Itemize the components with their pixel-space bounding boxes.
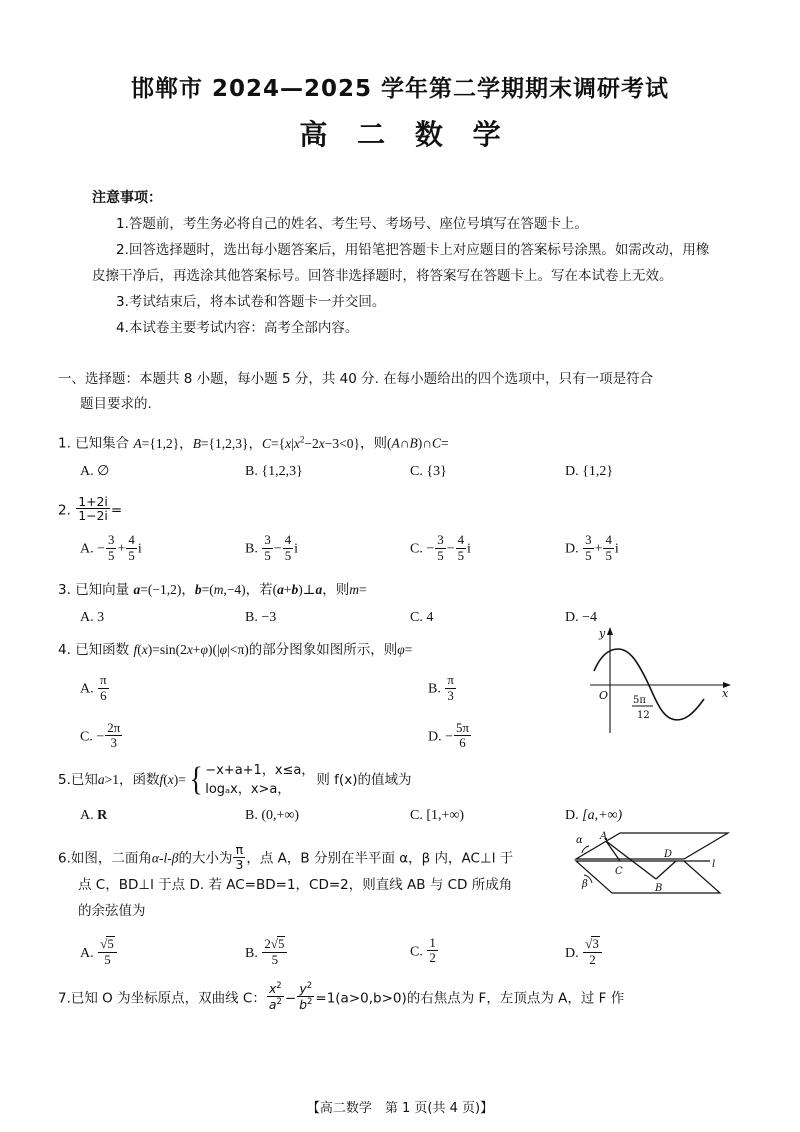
option-sign-1: − [426, 542, 435, 558]
option-label: D. [565, 610, 579, 626]
question-4-stem-suffix: 的部分图象如图所示，则 [248, 642, 398, 659]
numerator: √5 [98, 936, 117, 953]
notice-item-1: 1.答题前，考生务必将自己的姓名、考生号、考场号、座位号填写在答题卡上。 [116, 216, 588, 232]
question-3-number: 3. [58, 582, 71, 599]
option-sign-2: + [117, 542, 126, 558]
denominator: 6 [100, 688, 107, 703]
denominator: 3 [235, 857, 244, 873]
option-label: C. [410, 542, 423, 558]
tick-denominator: 12 [637, 710, 650, 722]
denominator: 5 [437, 548, 444, 563]
numerator: 3 [108, 533, 115, 548]
fraction [454, 721, 471, 751]
question-5-option-a[interactable] [58, 805, 245, 827]
option-text: −3 [261, 610, 277, 626]
label-C: C [615, 866, 623, 878]
questions-container [0, 367, 800, 1012]
question-1-option-a[interactable] [58, 461, 245, 483]
angle-fraction [233, 843, 245, 872]
question-6-line2: 点 C，BD⊥l 于点 D. 若 AC=BD=1，CD=2，则直线 AB 与 CD 所成角 [78, 876, 513, 893]
option-sign-1: − [97, 542, 106, 558]
question-3-option-c[interactable] [410, 607, 565, 629]
question-1-options [58, 461, 742, 483]
question-6-line3: 的余弦值为 [78, 902, 146, 919]
section-heading [58, 367, 742, 417]
origin-label: O [599, 689, 609, 703]
question-1 [58, 426, 742, 483]
fraction [262, 936, 287, 967]
question-4-option-c[interactable] [58, 721, 428, 751]
left-brace-glyph: { [189, 761, 203, 799]
numerator: 4 [284, 533, 292, 548]
question-7 [58, 981, 742, 1012]
option-label: D. [428, 729, 442, 745]
notice-item-4: 4.本试卷主要考试内容：高考全部内容。 [116, 320, 359, 336]
notice-block [0, 185, 800, 341]
question-5-stem: 5.已知a>1，函数f(x)= { −x+a+1，x≤a， logₐx，x>a， 则 f(x)的值域为 [58, 761, 412, 799]
piecewise-branch-1: −x+a+1，x≤a， [205, 763, 315, 779]
section-heading-line1: 一、选择题：本题共 8 小题，每小题 5 分，共 40 分. 在每小题给出的四个选项中，只有一项是符合 [58, 371, 654, 387]
question-2 [58, 495, 742, 564]
notice-item-2: 2.回答选择题时，选出每小题答案后，用铅笔把答题卡上对应题目的答案标号涂黑。如需改动，用橡皮擦干净后，再选涂其他答案标号。回答非选择题时，将答案写在答题卡上。写在本试卷上无效。 [92, 242, 710, 284]
question-5-options [58, 805, 742, 827]
question-6-options [58, 936, 742, 967]
question-6-option-b[interactable] [245, 936, 410, 967]
option-text: 3 [97, 610, 105, 626]
label-D: D [664, 849, 673, 861]
option-label: A. [80, 945, 94, 961]
question-2-option-d[interactable] [565, 533, 619, 563]
option-sign-2: − [273, 542, 282, 558]
question-5-option-b[interactable] [245, 805, 410, 827]
numerator: π [447, 673, 454, 688]
hyperbola-term-1: $\frac{x^2}{a^2}$ [268, 980, 282, 1013]
option-label: A. [80, 542, 94, 558]
question-6-line1-b: 的大小为 [178, 850, 233, 867]
question-4-option-d[interactable] [428, 721, 472, 751]
question-7-stem-b: =1(a>0,b>0)的右焦点为 F，左顶点为 A，过 F 作 [315, 990, 625, 1007]
question-5 [58, 761, 742, 827]
denominator: 5 [128, 548, 135, 563]
option-text: −4 [582, 610, 598, 626]
numerator: 1 [429, 935, 436, 950]
option-label: C. [410, 610, 423, 626]
question-7-number: 7. [58, 990, 71, 1007]
question-3-stem: 3. 已知向量 a=(−1,2)，b=(m,−4)，若(a+b)⊥a，则m= [58, 582, 367, 599]
option-text: {3} [426, 463, 447, 479]
fraction [445, 673, 456, 703]
fraction [427, 936, 437, 966]
question-1-number: 1. [58, 435, 71, 452]
numerator: √3 [583, 936, 602, 953]
question-6-stem: 6.如图，二面角α-l-β的大小为 $\frac{\pi}{3}$ ，点 A，B 分别在半平面 α，β 内，AC⊥l 于 [58, 842, 514, 873]
question-5-stem-a: 已知 [70, 772, 98, 789]
question-4 [58, 627, 742, 757]
label-A: A [600, 831, 608, 843]
denominator: 2 [589, 952, 596, 967]
denominator: 5 [271, 952, 279, 967]
question-6-number: 6. [58, 850, 71, 867]
numerator: 2√5 [262, 936, 287, 953]
question-4-option-a[interactable] [58, 673, 428, 703]
fraction [283, 533, 293, 563]
option-label: A. [80, 681, 94, 697]
notice-title: 注意事项： [92, 190, 162, 206]
numerator: 3 [585, 533, 592, 548]
question-6-line1-c: ，点 A，B 分别在半平面 α，β 内，AC⊥l 于 [246, 850, 514, 867]
question-3-option-b[interactable] [245, 607, 410, 629]
question-6-option-a[interactable] [58, 936, 245, 967]
numerator: π [100, 673, 107, 688]
option-label: B. [245, 610, 258, 626]
option-sign: − [96, 729, 105, 745]
option-text: [1,+∞) [426, 808, 465, 824]
question-5-stem-c: 则 f(x)的值域为 [316, 772, 412, 789]
denominator: 5 [108, 548, 115, 563]
option-label: D. [565, 808, 579, 824]
piecewise-function [188, 761, 315, 799]
option-label: C. [80, 729, 93, 745]
label-alpha: α [576, 835, 583, 847]
y-axis-label: y [599, 627, 606, 641]
option-label: C. [410, 463, 423, 479]
question-2-option-b[interactable] [245, 533, 410, 563]
option-label: B. [245, 542, 258, 558]
radicand: 5 [278, 936, 285, 951]
question-1-stem: 1. 已知集合 A={1,2}，B={1,2,3}，$C=\{x|x^2-2x-3<0\}$，则(A∩B)∩C= [58, 434, 449, 452]
fraction [583, 936, 602, 967]
complex-fraction: $\frac{1+2i}{1-2i}$ [78, 493, 108, 524]
option-label: A. [80, 610, 94, 626]
numerator: 4 [605, 533, 612, 548]
question-2-number: 2. [58, 501, 71, 518]
question-4-stem: 4. 已知函数 f(x)=sin(2x+φ)(|φ|<π)的部分图象如图所示，则φ= [58, 642, 413, 659]
label-B: B [655, 883, 663, 895]
imaginary-unit: i [467, 542, 471, 558]
option-label: B. [245, 945, 258, 961]
label-beta: β [582, 879, 588, 891]
page-footer: 【高二数学 第 1 页(共 4 页)】 [306, 1101, 494, 1116]
numerator: π [233, 843, 245, 858]
denominator: 3 [447, 688, 454, 703]
piecewise-branch-2: logₐx，x>a， [205, 782, 291, 798]
option-sign: − [445, 729, 454, 745]
option-text: (0,+∞) [261, 808, 300, 824]
question-5-stem-b: ，函数 [119, 772, 160, 789]
denominator: 5 [457, 548, 465, 563]
numerator: 4 [128, 533, 135, 548]
question-5-option-d[interactable] [565, 805, 622, 827]
option-label: B. [428, 681, 441, 697]
question-3-stem-suffix: ，则 [322, 582, 350, 599]
radicand: 5 [107, 936, 114, 951]
section-heading-line2: 题目要求的. [80, 396, 152, 412]
question-1-option-c[interactable] [410, 461, 565, 483]
question-7-stem-a: 已知 O 为坐标原点，双曲线 C： [70, 990, 266, 1007]
numerator: 5π [456, 720, 469, 735]
question-1-stem-prefix: 已知集合 [75, 435, 130, 452]
imaginary-unit: i [137, 542, 142, 558]
fraction [456, 533, 466, 563]
fraction [435, 533, 445, 563]
question-2-option-c[interactable] [410, 533, 565, 563]
option-label: B. [245, 463, 258, 479]
question-4-stem-prefix: 已知函数 [75, 642, 130, 659]
x-axis-label: x [722, 687, 729, 701]
question-3-stem-mid: ，若 [245, 582, 273, 599]
sine-graph-figure [586, 623, 736, 741]
denominator: 5 [264, 548, 271, 563]
fraction [126, 533, 136, 563]
option-label: A. [80, 808, 94, 824]
question-1-option-d[interactable] [565, 461, 613, 483]
denominator: 3 [110, 736, 117, 751]
question-6-option-d[interactable] [565, 936, 603, 967]
option-text: 4 [426, 610, 434, 626]
option-label: D. [565, 542, 579, 558]
imaginary-unit: i [614, 542, 619, 558]
question-3 [58, 577, 742, 629]
fraction [98, 673, 109, 703]
option-label: D. [565, 945, 579, 961]
option-text: ∅ [97, 463, 110, 479]
option-text: {1,2,3} [261, 463, 303, 479]
hyperbola-term-2: $\frac{y^2}{b^2}$ [299, 980, 313, 1013]
option-text: {1,2} [582, 463, 614, 479]
denominator: 5 [585, 548, 592, 563]
fraction [106, 533, 116, 563]
question-2-options [58, 533, 742, 563]
subject-title: 高 二 数 学 [299, 118, 511, 151]
denominator: 2 [429, 951, 436, 966]
option-label: C. [410, 944, 423, 960]
coefficient: 2 [264, 936, 271, 951]
option-label: A. [80, 463, 94, 479]
fraction [603, 533, 613, 563]
question-4-option-b[interactable] [428, 673, 457, 703]
question-6 [58, 831, 742, 967]
question-3-option-a[interactable] [58, 607, 245, 629]
tick-numerator: 5π [633, 695, 646, 707]
question-1-stem-suffix: ，则 [360, 435, 388, 452]
numerator: 2π [107, 720, 121, 735]
fraction [262, 533, 272, 563]
option-label: D. [565, 463, 579, 479]
denominator: 5 [284, 548, 292, 563]
fraction [583, 533, 593, 563]
option-text: R [97, 808, 108, 824]
question-6-option-c[interactable] [410, 936, 565, 967]
question-6-line1-a: 如图，二面角 [70, 850, 152, 867]
question-3-stem-prefix: 已知向量 [75, 582, 130, 599]
notice-item-3: 3.考试结束后，将本试卷和答题卡一并交回。 [116, 294, 386, 310]
question-1-option-b[interactable] [245, 461, 410, 483]
denominator: 5 [605, 548, 612, 563]
radicand: 3 [592, 936, 599, 951]
option-label: C. [410, 808, 423, 824]
question-5-option-c[interactable] [410, 805, 565, 827]
page-title: 邯郸市 2024—2025 学年第二学期期末调研考试 [130, 76, 670, 102]
fraction [98, 936, 117, 967]
fraction [105, 721, 122, 751]
option-sign-2: + [594, 542, 603, 558]
question-7-stem: 7.已知 O 为坐标原点，双曲线 C： $\frac{x^2}{a^2}$ − $\frac{y^2}{b^2}$ =1(a>0,b>0)的右焦点为 F，左顶点为 A，过 F 作 [58, 980, 625, 1013]
question-5-number: 5. [58, 772, 71, 789]
dihedral-angle-figure [560, 831, 740, 915]
imaginary-unit: i [294, 542, 299, 558]
label-l: l [712, 859, 716, 871]
denominator: 5 [104, 952, 111, 967]
question-4-number: 4. [58, 642, 71, 659]
denominator: 6 [459, 736, 466, 751]
numerator: 3 [437, 533, 444, 548]
option-sign-2: − [446, 542, 455, 558]
question-2-option-a[interactable] [58, 533, 245, 563]
option-text: [a,+∞) [582, 808, 623, 824]
numerator: 3 [264, 533, 271, 548]
question-2-stem: 2. $\frac{1+2i}{1-2i}$ = [58, 493, 123, 524]
numerator: 4 [457, 533, 465, 548]
option-label: B. [245, 808, 258, 824]
